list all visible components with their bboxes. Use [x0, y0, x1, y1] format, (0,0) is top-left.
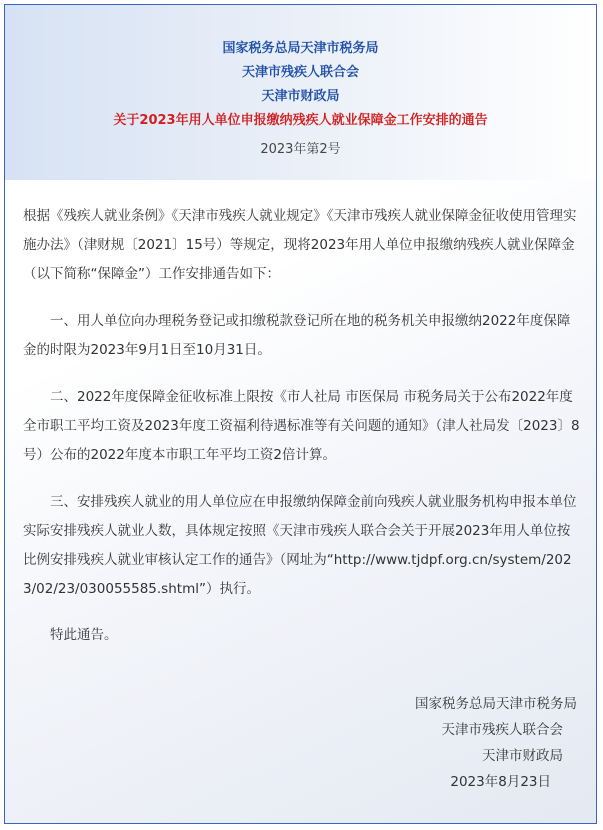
signature-disabled-federation: 天津市残疾人联合会: [441, 722, 563, 738]
document-number: 2023年第2号: [260, 142, 341, 157]
issuer-finance-bureau: 天津市财政局: [261, 89, 340, 104]
notice-header: [5, 5, 596, 180]
issuer-disabled-federation: 天津市残疾人联合会: [241, 65, 359, 80]
issuer-tax-bureau: 国家税务总局天津市税务局: [222, 41, 379, 56]
signature-tax-bureau: 国家税务总局天津市税务局: [415, 696, 577, 712]
notice-title: 关于2023年用人单位申报缴纳残疾人就业保障金工作安排的通告: [113, 113, 488, 128]
closing-paragraph: 特此通告。: [50, 627, 118, 643]
item-1-paragraph: 一、用人单位向办理税务登记或扣缴税款登记所在地的税务机关申报缴纳2022年度保障金的时限为2023年9月1日至10月31日。: [23, 313, 571, 358]
intro-paragraph: 根据《残疾人就业条例》《天津市残疾人就业规定》《天津市残疾人就业保障金征收使用管理实施办法》（津财规〔2021〕15号）等规定，现将2023年用人单位申报缴纳残疾人就业保障金（以下简称“保障金”）工作安排通告如下：: [23, 208, 577, 282]
signature-date: 2023年8月23日: [450, 774, 551, 790]
signature-finance-bureau: 天津市财政局: [482, 748, 563, 764]
notice-frame: [4, 4, 597, 824]
item-3-paragraph: 三、安排残疾人就业的用人单位应在申报缴纳保障金前向残疾人就业服务机构申报本单位实际安排残疾人就业人数，具体规定按照《天津市残疾人联合会关于开展2023年用人单位按比例安排残疾人就业审核认定工作的通告》（网址为“http://www.tjdpf.org.cn/system/2023/02/23/030055585.shtml”）执行。: [23, 494, 577, 597]
item-2-paragraph: 二、2022年度保障金征收标准上限按《市人社局 市医保局 市税务局关于公布2022年度全市职工平均工资及2023年度工资福利待遇标准等有关问题的通知》（津人社局发〔2023〕8号）公布的2022年度本市职工年平均工资2倍计算。: [23, 389, 580, 463]
